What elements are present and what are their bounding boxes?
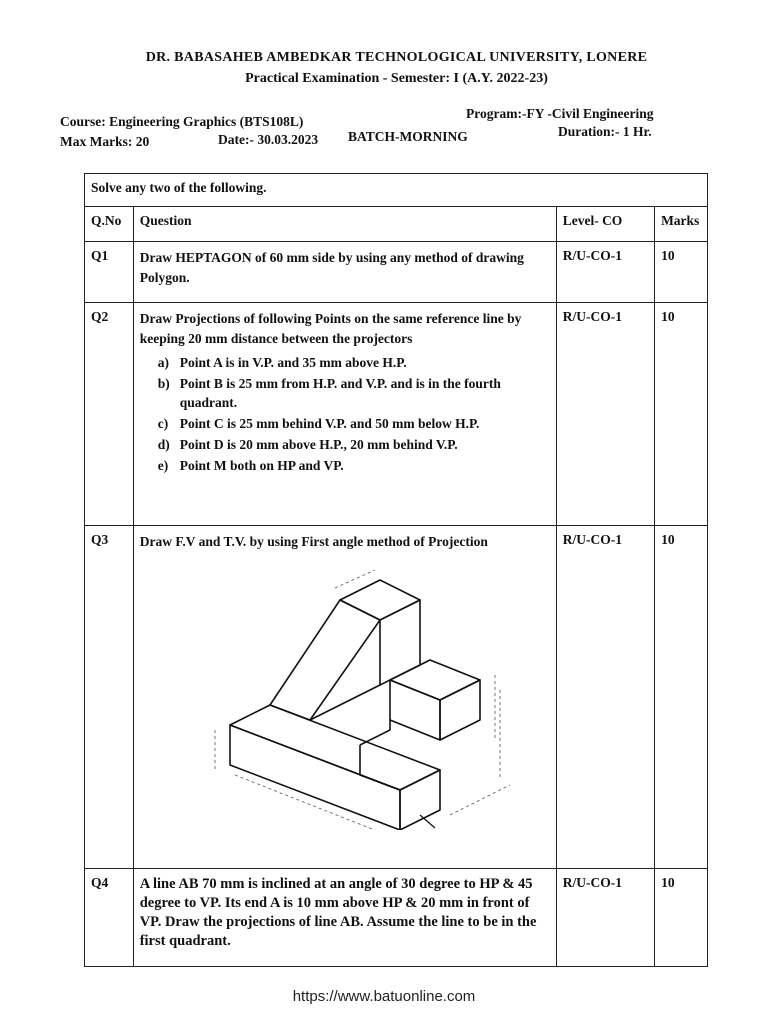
marks-q2: 10 xyxy=(655,303,708,526)
wedge-slope xyxy=(270,600,380,720)
base-side-face xyxy=(400,770,440,830)
instruction-text: Solve any two of the following. xyxy=(85,174,708,207)
question-row-q1 xyxy=(85,242,708,303)
marks-q3: 10 xyxy=(655,526,708,869)
col-question: Question xyxy=(133,207,556,242)
level-q1: R/U-CO-1 xyxy=(556,242,654,303)
course-label: Course: Engineering Graphics (BTS108L) xyxy=(60,114,304,129)
marks-q1: 10 xyxy=(655,242,708,303)
col-marks: Marks xyxy=(655,207,708,242)
wedge-top xyxy=(340,580,420,620)
question-cell-q3 xyxy=(133,526,556,869)
question-text-q4: A line AB 70 mm is inclined at an angle of 30 degree to HP & 45 degree to VP. Its end A is 10 mm above HP & 20 mm in front of VP. Draw the projections of line AB. Assume the line to be in the first quadrant. xyxy=(133,869,556,967)
date-label: Date:- 30.03.2023 xyxy=(218,132,319,147)
dimension-line xyxy=(235,775,400,830)
marks-q4: 10 xyxy=(655,869,708,967)
question-row-q4 xyxy=(85,869,708,967)
duration-label: Duration:- 1 Hr. xyxy=(558,124,652,139)
header-row xyxy=(85,207,708,242)
question-text-q3: Draw F.V and T.V. by using First angle method of Projection xyxy=(139,534,488,549)
qno-q2: Q2 xyxy=(85,303,134,526)
base-front-face xyxy=(230,725,400,830)
batch-label: BATCH-MORNING xyxy=(348,129,468,144)
question-row-q2 xyxy=(85,303,708,526)
isometric-object-drawing xyxy=(210,570,550,830)
max-marks-label: Max Marks: 20 xyxy=(60,134,150,149)
q2-subitems xyxy=(158,353,550,475)
right-block-top xyxy=(390,660,480,700)
level-q3: R/U-CO-1 xyxy=(556,526,654,869)
list-item: d) Point D is 20 mm above H.P., 20 mm behind V.P. xyxy=(157,437,458,452)
qno-q3: Q3 xyxy=(85,526,134,869)
right-block-side xyxy=(440,680,480,740)
qno-q1: Q1 xyxy=(85,242,134,303)
col-level: Level- CO xyxy=(556,207,654,242)
program-label: Program:-FY -Civil Engineering xyxy=(466,106,654,121)
wedge-base-edge xyxy=(310,685,380,720)
level-q4: R/U-CO-1 xyxy=(556,869,654,967)
footer-url[interactable]: https://www.batuonline.com xyxy=(292,988,476,1005)
level-q2: R/U-CO-1 xyxy=(556,303,654,526)
col-qno: Q.No xyxy=(85,207,134,242)
list-item: c) Point C is 25 mm behind V.P. and 50 mm below H.P. xyxy=(157,416,480,431)
question-row-q3 xyxy=(85,526,708,869)
question-text-q2: Draw Projections of following Points on the same reference line by keeping 20 mm distance between the projectors xyxy=(139,311,522,346)
right-block-front xyxy=(390,680,440,740)
question-text-q1: Draw HEPTAGON of 60 mm side by using any method of drawing Polygon. xyxy=(133,242,556,303)
dimension-line xyxy=(450,785,510,815)
qno-q4: Q4 xyxy=(85,869,134,967)
question-table xyxy=(84,173,708,967)
list-item: a) Point A is in V.P. and 35 mm above H.P. xyxy=(157,355,407,370)
instruction-row xyxy=(85,174,708,207)
university-title: DR. BABASAHEB AMBEDKAR TECHNOLOGICAL UNIVERSITY, LONERE xyxy=(145,50,648,65)
exam-title: Practical Examination - Semester: I (A.Y. 2022-23) xyxy=(245,71,548,86)
list-item: e) Point M both on HP and VP. xyxy=(157,458,344,473)
wedge-side xyxy=(380,600,420,685)
question-cell-q2 xyxy=(133,303,556,526)
list-item: b) Point B is 25 mm from H.P. and V.P. and is in the fourth quadrant. xyxy=(157,376,501,410)
